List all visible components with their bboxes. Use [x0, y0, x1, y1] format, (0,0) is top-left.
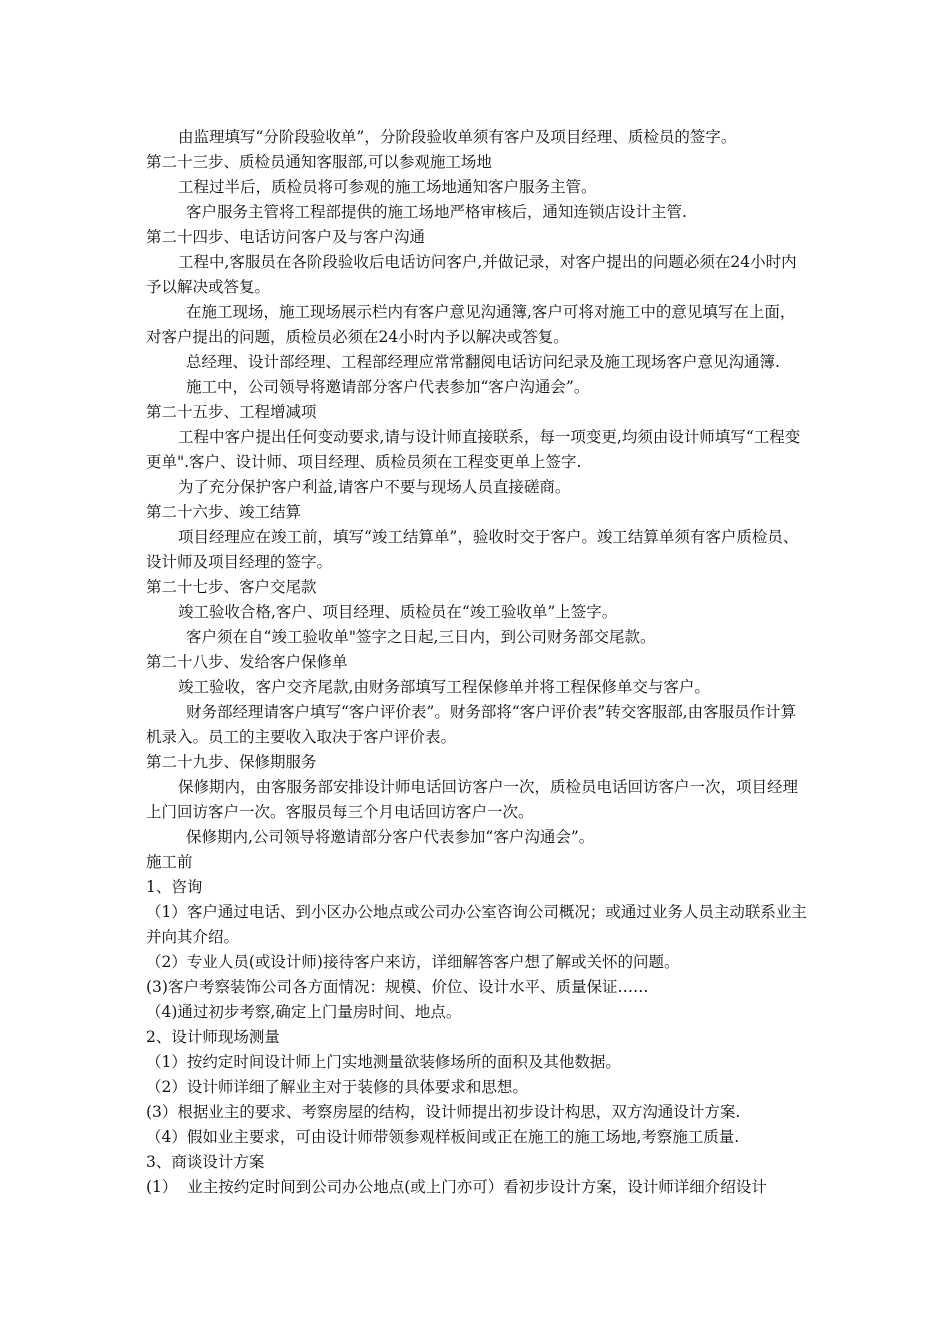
list-item: (1） 业主按约定时间到公司办公地点(或上门亦可）看初步设计方案，设计师详细介绍设计: [146, 1178, 767, 1196]
text-paragraph: 在施工现场，施工现场展示栏内有客户意见沟通簿,客户可将对施工中的意见填写在上面，对客户提出的问题，质检员必须在24小时内予以解决或答复。: [146, 303, 796, 346]
step-heading: 第二十三步、质检员通知客服部,可以参观施工场地: [146, 153, 492, 171]
list-item: （4)通过初步考察,确定上门量房时间、地点。: [146, 1003, 462, 1021]
text-line: 竣工验收，客户交齐尾款,由财务部填写工程保修单并将工程保修单交与客户。: [178, 678, 710, 696]
text-paragraph: 财务部经理请客户填写“客户评价表”。财务部将“客户评价表”转交客服部,由客服员作计算机录入。员工的主要收入取决于客户评价表。: [146, 703, 797, 746]
text-paragraph: 保修期内，由客服务部安排设计师电话回访客户一次，质检员电话回访客户一次，项目经理上门回访客户一次。客服员每三个月电话回访客户一次。: [146, 778, 799, 821]
list-item: （1）按约定时间设计师上门实地测量欲装修场所的面积及其他数据。: [146, 1053, 621, 1071]
text-line: 保修期内,公司领导将邀请部分客户代表参加“客户沟通会”。: [186, 828, 595, 846]
list-item: （2）专业人员(或设计师)接待客户来访，详细解答客户想了解或关怀的问题。: [146, 953, 680, 971]
list-item: （2）设计师详细了解业主对于装修的具体要求和思想。: [146, 1078, 528, 1096]
text-line: 为了充分保护客户利益,请客户不要与现场人员直接磋商。: [178, 478, 571, 496]
step-heading: 第二十七步、客户交尾款: [146, 578, 317, 596]
subsection-heading: 1、咨询: [146, 878, 203, 896]
step-heading: 第二十九步、保修期服务: [146, 753, 317, 771]
text-line: 由监理填写“分阶段验收单”，分阶段验收单须有客户及项目经理、质检员的签字。: [178, 128, 737, 146]
text-line: 客户须在自“竣工验收单"签字之日起,三日内，到公司财务部交尾款。: [186, 628, 656, 646]
text-line: 施工中，公司领导将邀请部分客户代表参加“客户沟通会”。: [186, 378, 590, 396]
list-item: (3）根据业主的要求、考察房屋的结构，设计师提出初步设计构思，双方沟通设计方案.: [146, 1103, 741, 1121]
subsection-heading: 2、设计师现场测量: [146, 1028, 280, 1046]
text-paragraph: 工程中客户提出任何变动要求,请与设计师直接联系，每一项变更,均须由设计师填写“工程变更单".客户、设计师、项目经理、质检员须在工程变更单上签字.: [146, 428, 801, 471]
step-heading: 第二十四步、电话访问客户及与客户沟通: [146, 228, 426, 246]
step-heading: 第二十六步、竣工结算: [146, 503, 302, 521]
text-line: 工程过半后，质检员将可参观的施工场地通知客户服务主管。: [178, 178, 597, 196]
text-line: 客户服务主管将工程部提供的施工场地严格审核后，通知连锁店设计主管.: [186, 203, 687, 221]
document-body: [146, 125, 810, 1200]
text-paragraph: 项目经理应在竣工前，填写“竣工结算单”，验收时交于客户。竣工结算单须有客户质检员、设计师及项目经理的签字。: [146, 528, 799, 571]
text-paragraph: 工程中,客服员在各阶段验收后电话访问客户,并做记录，对客户提出的问题必须在24小时内予以解决或答复。: [146, 253, 797, 296]
text-paragraph: 总经理、设计部经理、工程部经理应常常翻阅电话访问纪录及施工现场客户意见沟通簿.: [186, 353, 780, 371]
step-heading: 第二十五步、工程增减项: [146, 403, 317, 421]
section-heading: 施工前: [146, 853, 193, 871]
list-item: （1）客户通过电话、到小区办公地点或公司办公室咨询公司概况；或通过业务人员主动联系业主并向其介绍。: [146, 903, 807, 946]
list-item: （4）假如业主要求，可由设计师带领参观样板间或正在施工的施工场地,考察施工质量.: [146, 1128, 740, 1146]
list-item: (3)客户考察装饰公司各方面情况：规模、价位、设计水平、质量保证……: [146, 978, 649, 996]
step-heading: 第二十八步、发给客户保修单: [146, 653, 348, 671]
text-line: 竣工验收合格,客户、项目经理、质检员在“竣工验收单”上签字。: [178, 603, 618, 621]
subsection-heading: 3、商谈设计方案: [146, 1153, 265, 1171]
